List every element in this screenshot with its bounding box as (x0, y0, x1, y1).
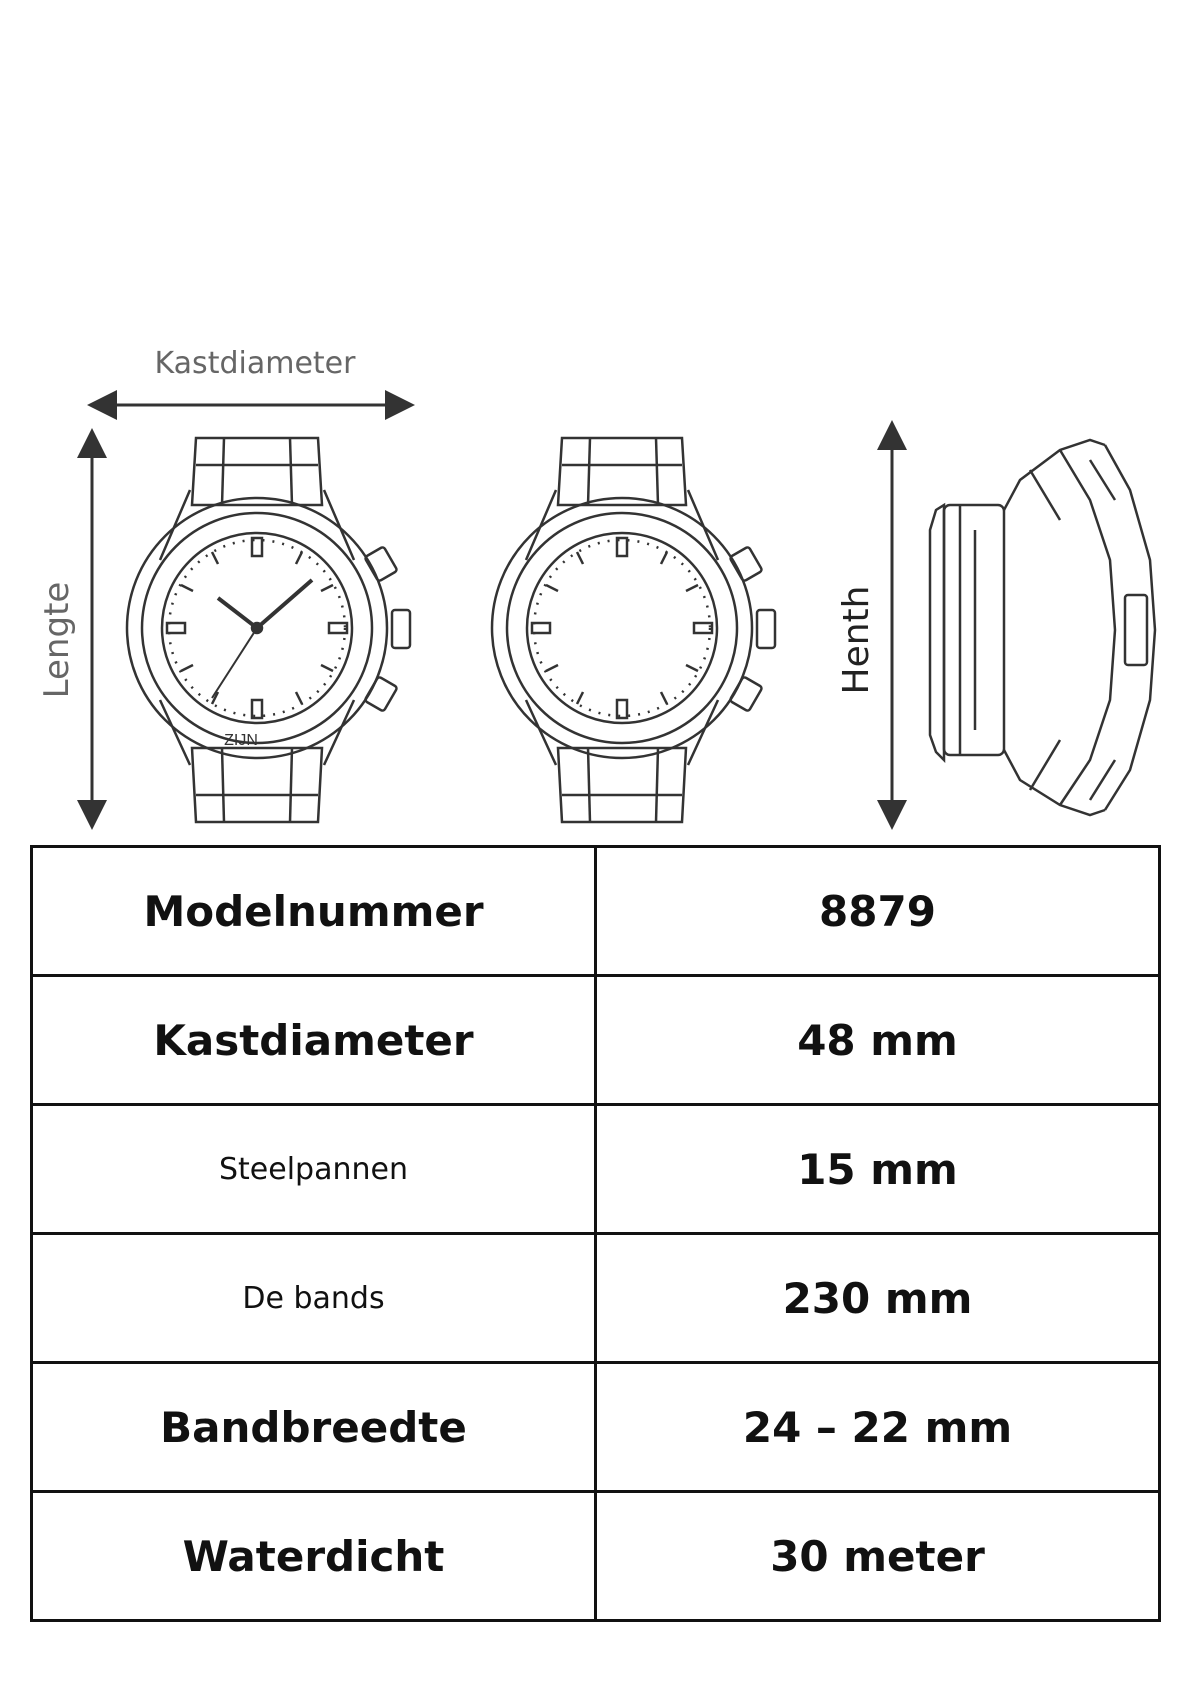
spec-value: 15 mm (596, 1105, 1160, 1234)
watch-front-view (127, 438, 410, 822)
spec-label: Bandbreedte (32, 1363, 596, 1492)
spec-value: 8879 (596, 847, 1160, 976)
spec-value: 230 mm (596, 1234, 1160, 1363)
spec-label: Modelnummer (32, 847, 596, 976)
height-label: Henth (836, 585, 877, 695)
spec-table (30, 845, 1161, 1622)
spec-value: 48 mm (596, 976, 1160, 1105)
spec-row (32, 1234, 1160, 1363)
spec-label: Waterdicht (32, 1492, 596, 1621)
spec-row (32, 847, 1160, 976)
spec-label: Kastdiameter (32, 976, 596, 1105)
spec-label: Steelpannen (32, 1105, 596, 1234)
spec-value: 30 meter (596, 1492, 1160, 1621)
spec-row (32, 1492, 1160, 1621)
watch-side-view (930, 440, 1155, 815)
spec-row (32, 976, 1160, 1105)
length-label: Lengte (37, 581, 77, 699)
spec-row (32, 1363, 1160, 1492)
spec-row (32, 1105, 1160, 1234)
spec-label: De bands (32, 1234, 596, 1363)
dial-brand-text: ZIJN (224, 732, 258, 749)
spec-value: 24 – 22 mm (596, 1363, 1160, 1492)
case-diameter-label: Kastdiameter (154, 346, 356, 381)
watch-dimension-diagram (0, 0, 1189, 840)
watch-plain-view (492, 438, 775, 822)
